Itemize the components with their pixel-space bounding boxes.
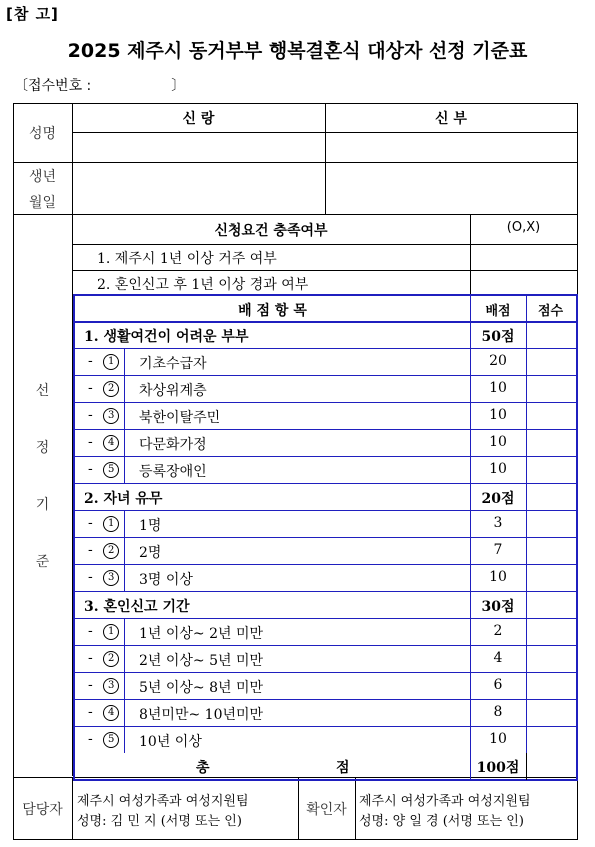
scoring-score-field[interactable] (528, 323, 575, 346)
scoring-item-number: - 5 (88, 731, 119, 748)
scoring-score-field[interactable] (528, 620, 575, 643)
scoring-points-value: 4 (493, 650, 503, 666)
scoring-points-value: 7 (493, 542, 503, 558)
scoring-score-field[interactable] (528, 539, 575, 562)
total-label-left: 총 (196, 760, 210, 776)
requirement-item-2: 2. 혼인신고 후 1년 이상 경과 여부 (97, 277, 309, 293)
scoring-item-label: 차상위계층 (139, 383, 207, 399)
manager-label: 담당자 (22, 802, 63, 818)
scoring-points-value: 10 (489, 731, 507, 747)
scoring-score-field[interactable] (528, 350, 575, 373)
scoring-points-value: 30점 (481, 599, 515, 615)
scoring-section-label: 3. 혼인신고 기간 (84, 599, 190, 615)
reference-label: [참 고] (6, 5, 59, 23)
page-title: 2025 제주시 동거부부 행복결혼식 대상자 선정 기준표 (67, 40, 528, 62)
scoring-score-field[interactable] (528, 647, 575, 670)
groom-name-field[interactable] (73, 133, 324, 161)
scoring-item-label: 북한이탈주민 (139, 410, 221, 426)
scoring-item-label: 10년 이상 (139, 734, 202, 750)
scoring-score-field[interactable] (528, 377, 575, 400)
scoring-item-number: - 1 (88, 353, 119, 370)
requirement-1-check[interactable] (471, 245, 576, 269)
scoring-score-field[interactable] (528, 593, 575, 616)
scoring-item-label: 5년 이상~ 8년 미만 (139, 680, 264, 696)
confirmer-department: 제주시 여성가족과 여성지원팀 (359, 794, 531, 809)
side-label-2: 정 (35, 440, 50, 456)
side-label-4: 준 (35, 554, 50, 570)
groom-birth-field[interactable] (73, 163, 324, 213)
scoring-points-value: 10 (489, 461, 507, 477)
scoring-points-value: 10 (489, 380, 507, 396)
receipt-close: 〕 (171, 78, 186, 94)
scoring-score-field[interactable] (528, 674, 575, 697)
scoring-score-field[interactable] (528, 728, 575, 751)
confirmer-label: 확인자 (306, 802, 347, 818)
scoring-points-value: 50점 (481, 329, 515, 345)
scoring-item-header: 배 점 항 목 (238, 303, 307, 319)
requirements-mark: (O,X) (506, 220, 541, 235)
scoring-item-number: - 2 (88, 380, 119, 397)
scoring-item-label: 1명 (139, 518, 162, 534)
scoring-score-field[interactable] (528, 512, 575, 535)
side-label-1: 선 (35, 383, 50, 399)
birth-label-line1: 생년 (28, 169, 57, 185)
scoring-score-field[interactable] (528, 566, 575, 589)
scoring-item-label: 다문화가정 (139, 437, 207, 453)
bride-name-field[interactable] (326, 133, 576, 161)
scoring-points-value: 2 (493, 623, 503, 639)
scoring-item-number: - 3 (88, 677, 119, 694)
scoring-section-label: 1. 생활여건이 어려운 부부 (84, 329, 249, 345)
name-label: 성명 (28, 126, 57, 142)
scoring-item-label: 2년 이상~ 5년 미만 (139, 653, 264, 669)
scoring-points-header: 배점 (485, 304, 511, 319)
scoring-points-value: 8 (493, 704, 503, 720)
scoring-points-value: 20 (489, 353, 507, 369)
side-label-3: 기 (35, 497, 50, 513)
total-label-right: 점 (336, 760, 350, 776)
total-points: 100점 (476, 760, 520, 776)
manager-signature: 성명: 김 민 지 (서명 또는 인) (77, 814, 242, 829)
requirement-item-1: 1. 제주시 1년 이상 거주 여부 (97, 251, 277, 267)
scoring-points-value: 10 (489, 434, 507, 450)
scoring-item-label: 2명 (139, 545, 162, 561)
bride-birth-field[interactable] (326, 163, 576, 213)
scoring-score-header: 점수 (537, 304, 564, 319)
scoring-points-value: 6 (493, 677, 503, 693)
scoring-item-number: - 4 (88, 704, 119, 721)
scoring-item-number: - 3 (88, 407, 119, 424)
birth-label-line2: 월일 (28, 195, 57, 211)
scoring-points-value: 10 (489, 407, 507, 423)
scoring-item-label: 1년 이상~ 2년 미만 (139, 626, 264, 642)
manager-department: 제주시 여성가족과 여성지원팀 (77, 794, 249, 809)
scoring-points-value: 20점 (481, 491, 515, 507)
bride-header: 신 부 (435, 111, 467, 127)
total-score-field[interactable] (527, 754, 574, 776)
scoring-item-number: - 4 (88, 434, 119, 451)
scoring-points-value: 3 (493, 515, 503, 531)
scoring-item-number: - 1 (88, 623, 119, 640)
scoring-item-number: - 3 (88, 569, 119, 586)
scoring-score-field[interactable] (528, 701, 575, 724)
scoring-item-number: - 2 (88, 542, 119, 559)
scoring-points-value: 10 (489, 569, 507, 585)
scoring-item-number: - 5 (88, 461, 119, 478)
scoring-score-field[interactable] (528, 404, 575, 427)
receipt-label: 〔접수번호 : (14, 78, 92, 94)
scoring-section-label: 2. 자녀 유무 (84, 491, 163, 507)
scoring-item-number: - 2 (88, 650, 119, 667)
requirement-2-check[interactable] (471, 271, 576, 293)
scoring-score-field[interactable] (528, 485, 575, 508)
scoring-score-field[interactable] (528, 458, 575, 481)
groom-header: 신 랑 (182, 111, 215, 127)
scoring-score-field[interactable] (528, 431, 575, 454)
scoring-item-label: 8년미만~ 10년미만 (139, 707, 264, 723)
confirmer-signature: 성명: 양 일 경 (서명 또는 인) (359, 814, 524, 829)
scoring-item-number: - 1 (88, 515, 119, 532)
scoring-item-label: 등록장애인 (139, 464, 207, 480)
scoring-item-label: 기초수급자 (139, 356, 207, 372)
scoring-item-label: 3명 이상 (139, 572, 193, 588)
requirements-title: 신청요건 충족여부 (214, 223, 328, 239)
